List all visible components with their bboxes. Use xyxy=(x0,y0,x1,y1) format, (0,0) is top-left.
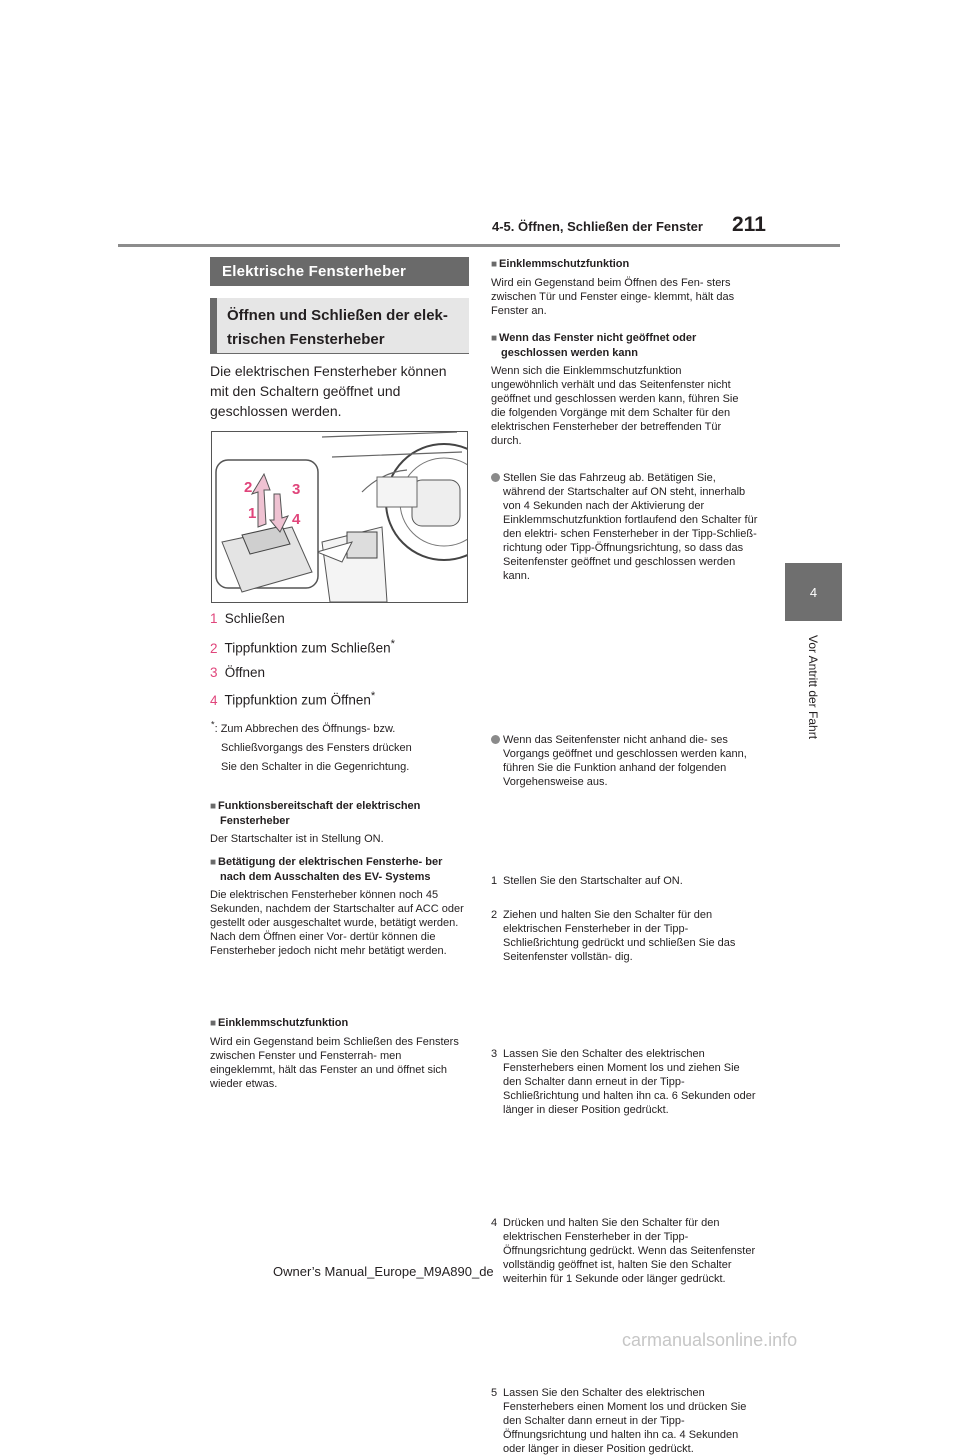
bullet-item xyxy=(491,733,759,789)
footnote xyxy=(211,715,473,777)
legend-text: Schließen xyxy=(224,611,285,626)
legend-text: Öffnen xyxy=(224,665,266,680)
note-heading: ■ Einklemmschutzfunktion xyxy=(491,257,747,272)
chapter-number: 4 xyxy=(809,584,818,600)
chapter-label xyxy=(793,612,833,762)
legend-star: * xyxy=(390,638,395,650)
note-block xyxy=(210,799,468,846)
bullet-item xyxy=(491,471,759,583)
intro-line: Die elektrischen Fensterheber können xyxy=(210,363,447,379)
subheading-line-2: trischen Fensterheber xyxy=(227,331,385,348)
legend-item xyxy=(210,665,472,680)
bullet-dot xyxy=(491,735,500,744)
bullet-dot xyxy=(491,473,500,482)
legend-num: 1 xyxy=(210,611,218,626)
legend-num: 3 xyxy=(210,665,218,680)
step-number: 1 xyxy=(491,875,498,887)
step-item xyxy=(491,1216,759,1286)
note-block xyxy=(210,1016,468,1091)
intro-paragraph xyxy=(210,361,472,421)
label-4: 4 xyxy=(292,511,301,528)
note-body: Wird ein Gegenstand beim Öffnen des Fen- sters zwischen Tür und Fenster einge- klemmt, hält das Fenster an. xyxy=(491,277,735,317)
step-item xyxy=(491,908,759,964)
step-item xyxy=(491,1047,759,1117)
note-block xyxy=(210,855,468,958)
note-block xyxy=(491,257,747,318)
note-block xyxy=(491,331,747,448)
intro-line: mit den Schaltern geöffnet und xyxy=(210,383,401,399)
step-number: 4 xyxy=(491,1217,498,1229)
note-body: Der Startschalter ist in Stellung ON. xyxy=(210,833,384,845)
door-switch-panel xyxy=(347,532,377,558)
footnote-line: : Zum Abbrechen des Öffnungs- bzw. xyxy=(214,722,396,735)
legend-item xyxy=(210,690,472,708)
illustration-svg xyxy=(212,432,467,602)
steering-hub xyxy=(412,480,460,526)
bullet-text: Wenn das Seitenfenster nicht anhand die- ses Vorgangs geöffnet und geschlossen werden kann, führen Sie die Funktion anhand der folgenden Vorgehensweise aus. xyxy=(503,734,747,788)
step-number: 2 xyxy=(491,909,498,921)
legend-item xyxy=(210,611,472,626)
step-number: 5 xyxy=(491,1387,498,1399)
step-item xyxy=(491,874,759,888)
label-1: 1 xyxy=(248,505,257,522)
step-text: Stellen Sie den Startschalter auf ON. xyxy=(503,875,683,887)
legend-num: 2 xyxy=(210,640,218,656)
section-heading: Elektrische Fensterheber xyxy=(210,257,469,286)
subsection-heading xyxy=(210,298,469,354)
footnote-line: Sie den Schalter in die Gegenrichtung. xyxy=(221,760,410,773)
manual-id: Owner’s Manual_Europe_M9A890_de xyxy=(273,1264,494,1279)
subheading-line-1: Öffnen und Schließen der elek- xyxy=(227,307,448,324)
step-text: Lassen Sie den Schalter des elektrischen Fensterhebers einen Moment los und drücken Sie den Schalter dann erneut in der Tipp-Öffnungsrichtung und halten ihn ca. 4 Sekunden oder länger in dieser Position gedrückt. xyxy=(503,1387,747,1455)
label-3: 3 xyxy=(292,481,301,498)
chapter-label-text: Vor Antritt der Fahrt xyxy=(806,634,820,740)
step-number: 3 xyxy=(491,1048,498,1060)
note-body: Die elektrischen Fensterheber können noch 45 Sekunden, nachdem der Startschalter auf ACC oder gestellt oder ausgeschaltet wurde, betätigt werden. Nach dem Öffnen einer Vor- dertür können die Fensterheber jedoch nicht mehr betätigt werden. xyxy=(210,889,464,957)
note-heading: ■ Einklemmschutzfunktion xyxy=(210,1016,468,1031)
legend-star: * xyxy=(370,690,376,702)
section-title: 4-5. Öffnen, Schließen der Fenster xyxy=(492,219,703,234)
step-text: Drücken und halten Sie den Schalter für den elektrischen Fensterheber in der Tipp-Öffnungsrichtung gedrückt. Wenn das Seitenfenster vollständig geöffnet ist, halten Sie den Schalter weiterhin für 1 Sekunde oder länger gedrückt. xyxy=(503,1217,756,1285)
watermark: carmanualsonline.info xyxy=(622,1330,798,1350)
legend-num: 4 xyxy=(210,692,218,708)
legend-item xyxy=(210,638,472,656)
step-item xyxy=(491,1386,759,1456)
intro-line: geschlossen werden. xyxy=(210,403,342,419)
vent xyxy=(377,477,417,507)
legend-text: Tippfunktion zum Schließen xyxy=(224,640,391,656)
label-2: 2 xyxy=(244,479,253,496)
page-number: 211 xyxy=(732,213,766,236)
bullet-text: Stellen Sie das Fahrzeug ab. Betätigen Sie, während der Startschalter auf ON steht, innerhalb von 4 Sekunden nach der Aktivierung der Einklemmschutzfunktion fortlaufend den Schalter für den elektri- schen Fensterheber in der Tipp-Schließ- richtung oder Tipp-Öffnungsrichtung, so dass das Seitenfenster geöffnet und geschlossen werden kann. xyxy=(503,472,758,582)
step-text: Lassen Sie den Schalter des elektrischen Fensterhebers einen Moment los und ziehen Sie den Schalter dann erneut in der Tipp-Schließrichtung und halten ihn ca. 6 Sekunden oder länger in dieser Position gedrückt. xyxy=(503,1048,756,1116)
window-switch-illustration xyxy=(211,431,468,603)
note-heading: ■ Funktionsbereitschaft der elektrischen Fensterheber xyxy=(210,799,468,828)
header-rule xyxy=(118,244,840,247)
note-body: Wenn sich die Einklemmschutzfunktion ungewöhnlich verhält und das Seitenfenster nicht geöffnet und geschlossen werden kann, führen Sie die folgenden Vorgänge mit dem Schalter für den elektrischen Fensterheber der betreffenden Tür durch. xyxy=(491,365,739,447)
legend-text: Tippfunktion zum Öffnen xyxy=(224,692,371,708)
step-text: Ziehen und halten Sie den Schalter für den elektrischen Fensterheber in der Tipp-Schließrichtung gedrückt und schließen Sie das Seitenfenster vollstän- dig. xyxy=(503,909,736,963)
note-heading: ■ Betätigung der elektrischen Fensterhe- ber nach dem Ausschalten des EV- Systems xyxy=(210,855,468,884)
footnote-mark: * xyxy=(211,719,215,729)
note-body: Wird ein Gegenstand beim Schließen des Fensters zwischen Fenster und Fensterrah- men eingeklemmt, hält das Fenster an und öffnet sich wieder etwas. xyxy=(210,1036,459,1090)
note-heading: ■ Wenn das Fenster nicht geöffnet oder geschlossen werden kann xyxy=(491,331,747,360)
footnote-line: Schließvorgangs des Fensters drücken xyxy=(221,741,412,754)
